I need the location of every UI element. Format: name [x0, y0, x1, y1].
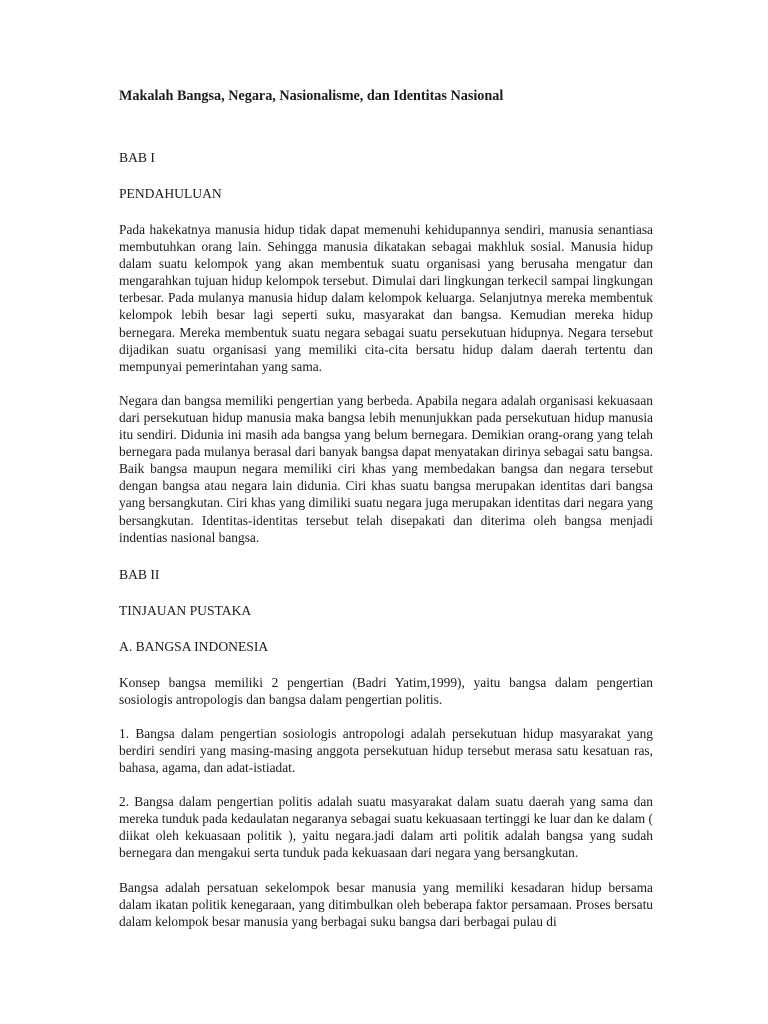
bab2-paragraph-1: Konsep bangsa memiliki 2 pengertian (Badri Yatim,1999), yaitu bangsa dalam pengertian sosiologis antropologis dan bangsa dalam pengertian politis. [119, 674, 653, 707]
document-title: Makalah Bangsa, Negara, Nasionalisme, dan Identitas Nasional [119, 88, 504, 104]
bab1-title: PENDAHULUAN [119, 186, 222, 201]
bab1-paragraph-2: Negara dan bangsa memiliki pengertian yang berbeda. Apabila negara adalah organisasi kekuasaan dari persekutuan hidup manusia maka bangsa lebih menunjukkan pada persekutuan hidup manusia itu sendiri. Didunia ini masih ada bangsa yang belum bernegara. Demikian orang-orang yang telah bernegara pada mulanya berasal dari banyak bangsa dapat menyatakan dirinya sebagai satu bangsa. Baik bangsa maupun negara memiliki ciri khas yang membedakan bangsa dan negara tersebut dengan bangsa atau negara lain didunia. Ciri khas suatu bangsa merupakan identitas dari bangsa yang bersangkutan. Ciri khas yang dimiliki suatu negara juga merupakan identitas dari negara yang bersangkutan. Identitas-identitas tersebut telah disepakati dan diterima oleh bangsa menjadi indentias nasional bangsa. [119, 392, 653, 545]
bab1-paragraph-1: Pada hakekatnya manusia hidup tidak dapat memenuhi kehidupannya sendiri, manusia senantiasa membutuhkan orang lain. Sehingga manusia dikatakan sebagai makhluk sosial. Manusia hidup dalam suatu kelompok yang akan membentuk suatu organisasi yang berusaha mengatur dan mengarahkan tujuan hidup kelompok tersebut. Dimulai dari lingkungan terkecil sampai lingkungan terbesar. Pada mulanya manusia hidup dalam kelompok keluarga. Selanjutnya mereka membentuk kelompok lebih besar lagi seperti suku, masyarakat dan bangsa. Kemudian mereka hidup bernegara. Mereka membentuk suatu negara sebagai suatu persekutuan hidupnya. Negara tersebut dijadikan suatu organisasi yang memiliki cita-cita bersatu hidup dalam daerah tertentu dan mempunyai pemerintahan yang sama. [119, 222, 653, 374]
section-a-heading: A. BANGSA INDONESIA [119, 638, 269, 654]
bab2-paragraph-3: 2. Bangsa dalam pengertian politis adalah suatu masyarakat dalam suatu daerah yang sama dan mereka tunduk pada kedaulatan negaranya sebagai suatu kekuasaan tertinggi ke luar dan ke dalam ( diikat oleh kekuasaan politik ), yaitu negara.jadi dalam arti politik adalah bangsa yang sudah bernegara dan mengakui serta tunduk pada kekuasaan dari negara yang bersangkutan. [119, 794, 653, 861]
bab2-title: TINJAUAN PUSTAKA [119, 602, 252, 618]
bab2-label: BAB II [119, 566, 160, 582]
bab1-label: BAB I [119, 150, 155, 165]
bab2-paragraph-2: 1. Bangsa dalam pengertian sosiologis antropologi adalah persekutuan hidup masyarakat yang berdiri sendiri yang masing-masing anggota persekutuan hidup tersebut merasa satu kesatuan ras, bahasa, agama, dan adat-istiadat. [119, 725, 653, 776]
bab2-paragraph-4: Bangsa adalah persatuan sekelompok besar manusia yang memiliki kesadaran hidup bersama dalam ikatan politik kenegaraan, yang ditimbulkan oleh beberapa faktor persamaan. Proses bersatu dalam kelompok besar manusia yang berbagai suku bangsa dari berbagai pulau di [119, 879, 653, 929]
